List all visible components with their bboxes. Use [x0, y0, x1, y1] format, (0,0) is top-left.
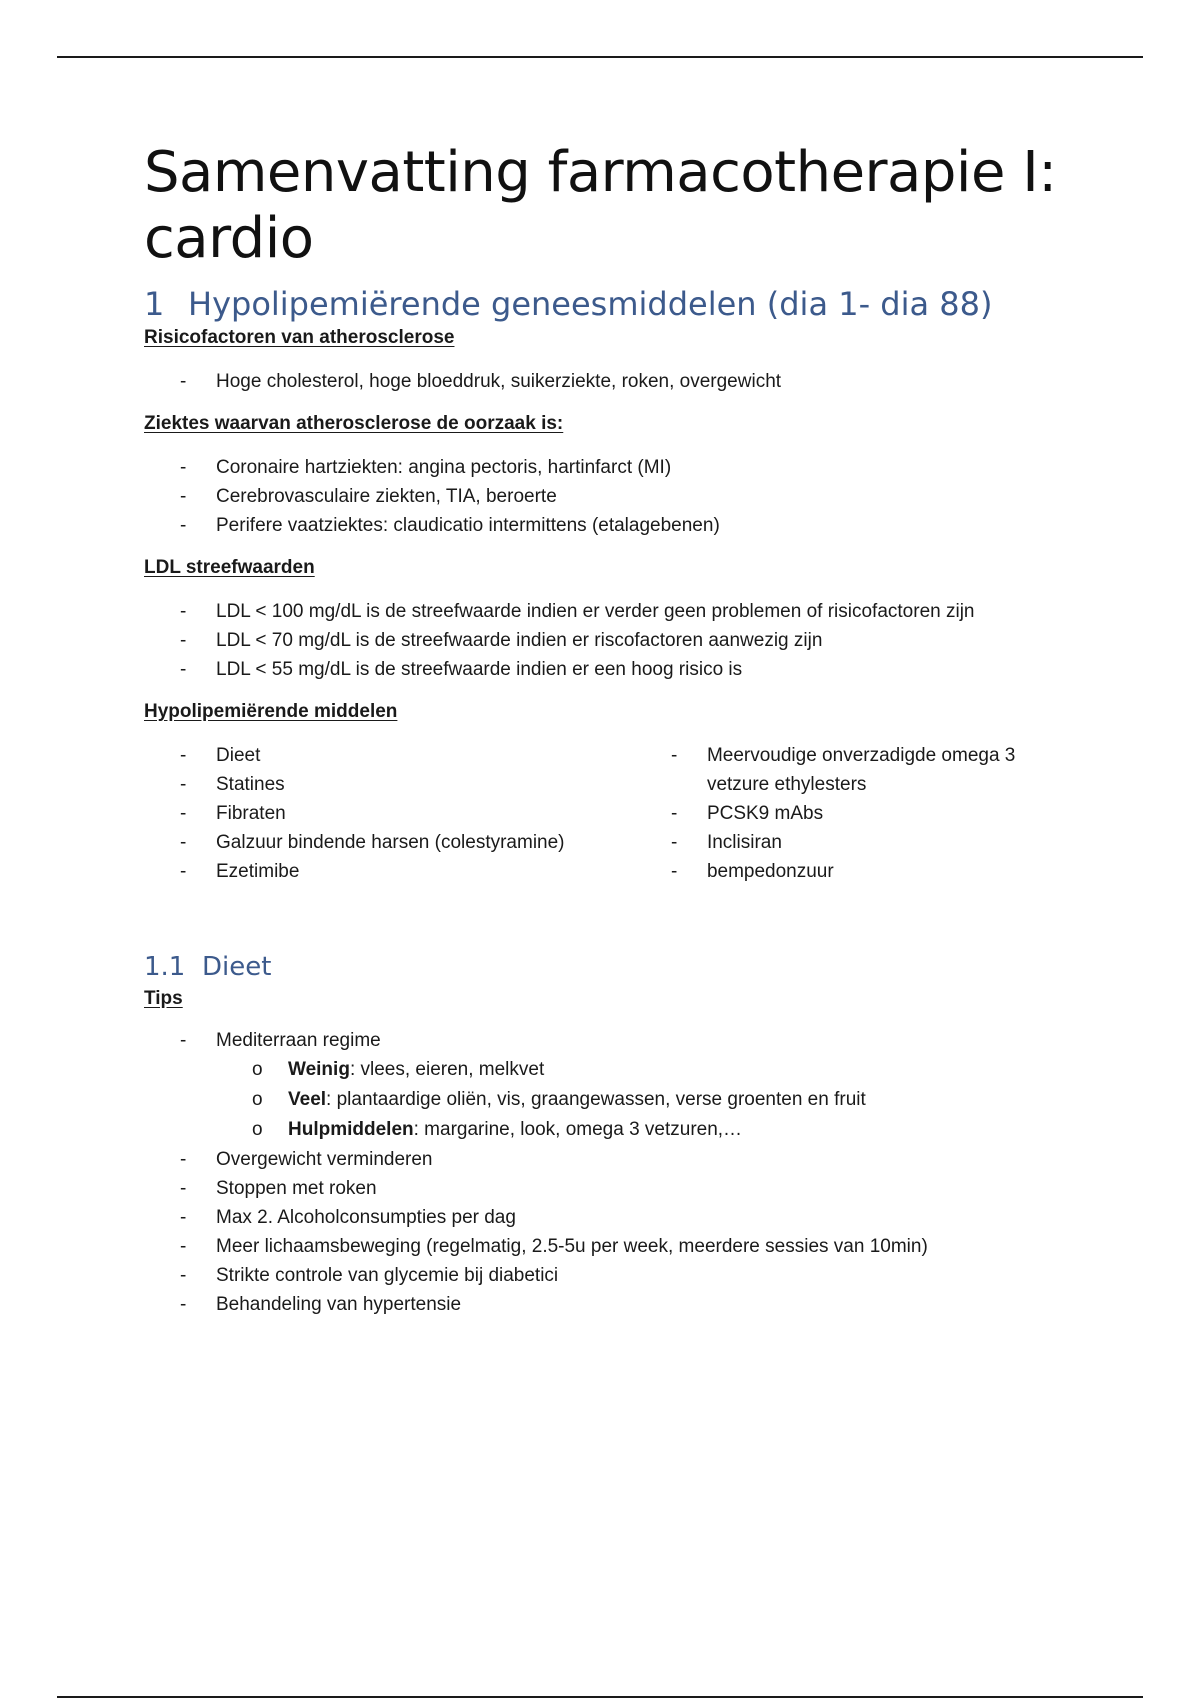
list-item: - Stoppen met roken: [144, 1174, 1064, 1203]
page-content: [144, 140, 1064, 1319]
dash-bullet: -: [180, 1265, 187, 1286]
diseases-label: Ziektes waarvan atherosclerose de oorzaak is:: [144, 413, 564, 434]
dash-bullet: -: [180, 1294, 187, 1315]
dash-bullet: -: [180, 486, 187, 507]
list-item: - LDL < 55 mg/dL is de streefwaarde indien er een hoog risico is: [144, 655, 1064, 684]
agents-list-left: [144, 741, 635, 886]
dash-bullet: -: [180, 659, 187, 680]
risk-factors-list: [144, 367, 1064, 396]
tips-list: [144, 1026, 1064, 1319]
diseases-list: [144, 453, 1064, 540]
list-item: - Overgewicht verminderen: [144, 1145, 1064, 1174]
list-item: - Inclisiran: [635, 828, 1064, 857]
tips-label: Tips: [144, 988, 183, 1009]
list-item: - Strikte controle van glycemie bij diabetici: [144, 1261, 1064, 1290]
dash-bullet: -: [670, 803, 678, 824]
agents-list-right: [635, 741, 1064, 886]
list-item: - Max 2. Alcoholconsumpties per dag: [144, 1203, 1064, 1232]
list-item: - Galzuur bindende harsen (colestyramine): [144, 828, 635, 857]
sublist-item: o Veel: plantaardige oliën, vis, graangewassen, verse groenten en fruit: [216, 1085, 1064, 1115]
list-item: - Statines: [144, 770, 635, 799]
sublist-item: o Hulpmiddelen: margarine, look, omega 3 vetzuren,…: [216, 1115, 1064, 1145]
section-1-1-title: Dieet: [202, 952, 272, 982]
dash-bullet: -: [180, 515, 187, 536]
list-item: - Coronaire hartziekten: angina pectoris, hartinfarct (MI): [144, 453, 1064, 482]
agents-column-right: [635, 741, 1064, 886]
section-1-heading: [144, 284, 1064, 324]
document-title: Samenvatting farmacotherapie I: cardio: [144, 140, 1057, 271]
header-rule: [57, 56, 1143, 58]
agents-column-left: [144, 741, 635, 886]
list-item: - Cerebrovasculaire ziekten, TIA, beroerte: [144, 482, 1064, 511]
agents-columns: [144, 741, 1064, 886]
dash-bullet: -: [670, 832, 678, 853]
list-item: - Meer lichaamsbeweging (regelmatig, 2.5-5u per week, meerdere sessies van 10min): [144, 1232, 1064, 1261]
list-item: - Hoge cholesterol, hoge bloeddruk, suikerziekte, roken, overgewicht: [144, 367, 1064, 396]
list-item: - Behandeling van hypertensie: [144, 1290, 1064, 1319]
footer-rule: [57, 1696, 1143, 1698]
agents-label: Hypolipemiërende middelen: [144, 701, 398, 722]
section-1-1-number: 1.1: [144, 952, 186, 982]
list-item: - LDL < 70 mg/dL is de streefwaarde indien er riscofactoren aanwezig zijn: [144, 626, 1064, 655]
circle-bullet: o: [252, 1059, 263, 1080]
dash-bullet: -: [180, 1030, 187, 1051]
dash-bullet: -: [670, 745, 678, 766]
dash-bullet: -: [180, 861, 187, 882]
dash-bullet: -: [180, 774, 187, 795]
dash-bullet: -: [180, 601, 187, 622]
dash-bullet: -: [180, 832, 187, 853]
dash-bullet: -: [180, 1178, 187, 1199]
sublist-item: o Weinig: vlees, eieren, melkvet: [216, 1055, 1064, 1085]
list-item: - Ezetimibe: [144, 857, 635, 886]
dash-bullet: -: [180, 457, 187, 478]
dash-bullet: -: [180, 803, 187, 824]
section-1-1-heading: [144, 950, 1064, 984]
circle-bullet: o: [252, 1089, 263, 1110]
ldl-label: LDL streefwaarden: [144, 557, 315, 578]
list-item: - Fibraten: [144, 799, 635, 828]
circle-bullet: o: [252, 1119, 263, 1140]
dash-bullet: -: [670, 861, 678, 882]
dash-bullet: -: [180, 1236, 187, 1257]
list-item: - bempedonzuur: [635, 857, 1064, 886]
risk-factors-label: Risicofactoren van atherosclerose: [144, 327, 455, 348]
dash-bullet: -: [180, 630, 187, 651]
dash-bullet: -: [180, 371, 187, 392]
list-item: - LDL < 100 mg/dL is de streefwaarde indien er verder geen problemen of risicofactoren zijn: [144, 597, 1064, 626]
section-1-title: Hypolipemiërende geneesmiddelen (dia 1- dia 88): [188, 285, 993, 323]
section-1-number: 1: [144, 285, 165, 323]
list-item: - Perifere vaatziektes: claudicatio intermittens (etalagebenen): [144, 511, 1064, 540]
list-item: - PCSK9 mAbs: [635, 799, 1064, 828]
dash-bullet: -: [180, 1207, 187, 1228]
list-item: - Mediterraan regime o Weinig: vlees, eieren, melkvet o Veel: plantaardige oliën, vis, graangewassen, verse groenten en fruit o Hulpmiddelen: margarine, look, omega 3 vetzuren,…: [144, 1026, 1064, 1145]
list-item: - Dieet: [144, 741, 635, 770]
dash-bullet: -: [180, 745, 187, 766]
ldl-list: [144, 597, 1064, 684]
mediterranean-sublist: [216, 1055, 1064, 1145]
list-item: - Meervoudige onverzadigde omega 3 vetzure ethylesters: [635, 741, 1064, 799]
dash-bullet: -: [180, 1149, 187, 1170]
